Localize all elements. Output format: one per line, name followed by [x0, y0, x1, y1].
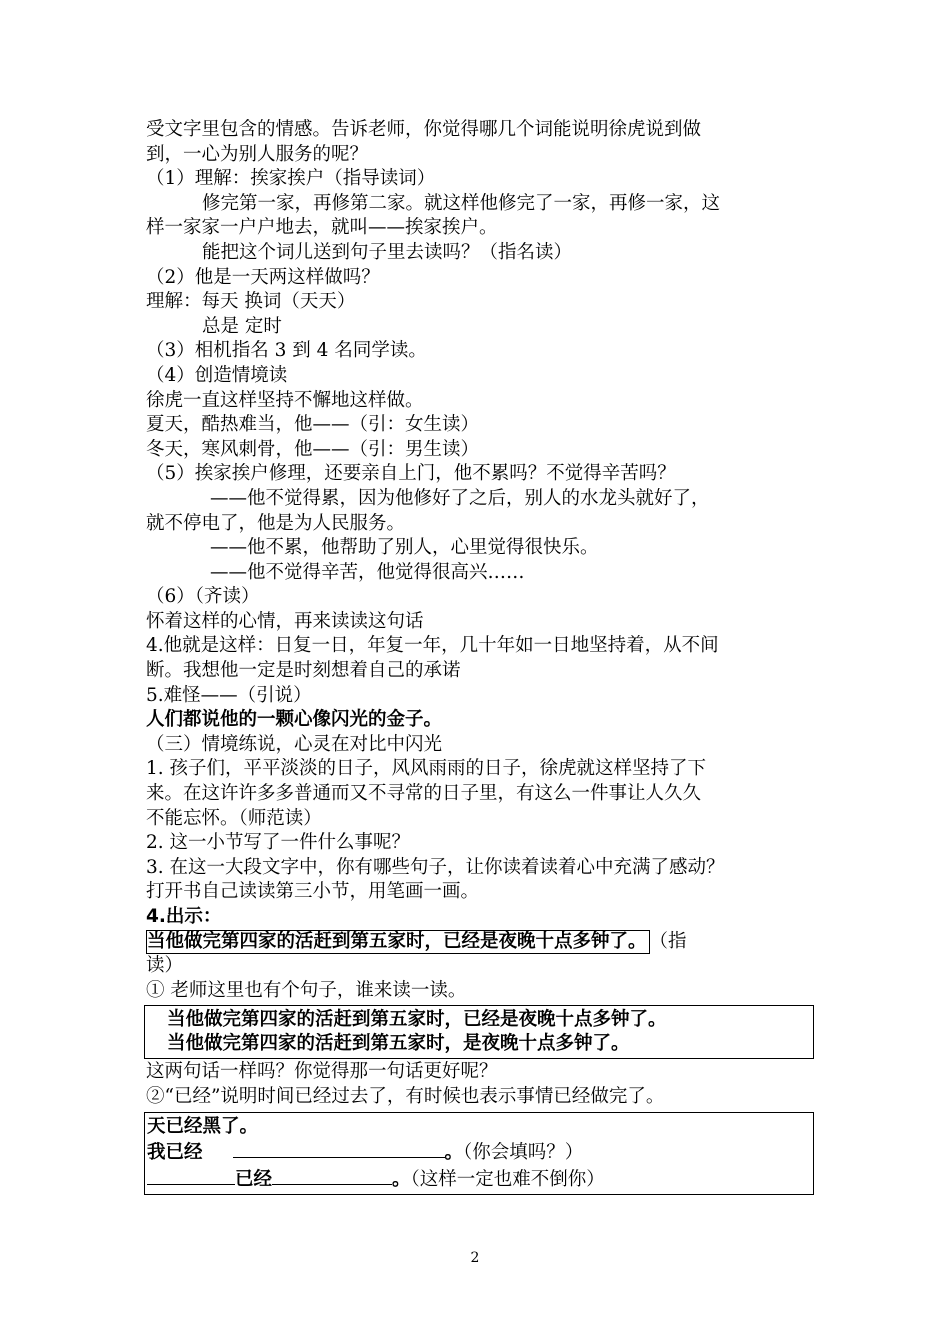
section-heading: （三）情境练说，心灵在对比中闪光: [146, 733, 443, 755]
text-line: 就不停电了，他是为人民服务。: [146, 512, 406, 534]
text-line: 受文字里包含的情感。告诉老师，你觉得哪几个词能说明徐虎说到做: [146, 119, 702, 140]
text-line: 4.他就是这样：日复一日，年复一年，几十年如一日地坚持着，从不间: [146, 635, 719, 657]
text-line: 1. 孩子们，平平淡淡的日子，风风雨雨的日子，徐虎就这样坚持了下: [146, 758, 707, 780]
text-line: 读）: [146, 955, 184, 977]
text-line: 怀着这样的心情，再来读读这句话: [146, 610, 424, 632]
text-line: 5.难怪——（引说）: [146, 684, 312, 706]
fill-sentence: 天已经黑了。: [147, 1115, 259, 1137]
comparison-sentence: 当他做完第四家的活赶到第五家时，是夜晚十点多钟了。: [167, 1033, 630, 1055]
boxed-sentence: 当他做完第四家的活赶到第五家时，已经是夜晚十点多钟了。: [146, 930, 650, 954]
text-line: 夏天，酷热难当，他——（引：女生读）: [146, 414, 480, 436]
text-line: ②“已经”说明时间已经过去了，有时候也表示事情已经做完了。: [146, 1085, 665, 1107]
text-line: 来。在这许许多多普通而又不寻常的日子里，有这么一件事让人久久: [146, 783, 702, 805]
text-fragment: 。: [392, 1168, 411, 1190]
highlight-sentence: 人们都说他的一颗心像闪光的金子。: [146, 709, 443, 731]
blank-field[interactable]: [147, 1166, 235, 1185]
comparison-sentence: 当他做完第四家的活赶到第五家时，已经是夜晚十点多钟了。: [167, 1009, 667, 1031]
fill-sentence: [147, 1139, 813, 1166]
text-line: （2）他是一天两这样做吗？: [146, 266, 380, 288]
text-line: 2. 这一小节写了一件什么事呢？: [146, 832, 411, 854]
text-line: 打开书自己读读第三小节，用笔画一画。: [146, 881, 480, 903]
boxed-sentence-line: [146, 930, 814, 955]
text-line: 到，一心为别人服务的呢？: [146, 143, 369, 165]
text-line: ——他不觉得辛苦，他觉得很高兴……: [210, 561, 525, 583]
text-line: （1）理解：挨家挨户（指导读词）: [146, 168, 436, 190]
blank-field[interactable]: [233, 1139, 445, 1158]
text-line: 这两句话一样吗？你觉得那一句话更好呢？: [146, 1061, 498, 1083]
text-line: 冬天，寒风刺骨，他——（引：男生读）: [146, 438, 480, 460]
text-line: 4.出示：: [146, 906, 222, 927]
fill-in-box: [144, 1112, 814, 1196]
text-fragment: 。: [444, 1142, 464, 1164]
text-line: 修完第一家，再修第二家。就这样他修完了一家，再修一家，这: [202, 192, 721, 214]
text-line: 样一家家一户户地去，就叫——挨家挨户。: [146, 217, 498, 239]
text-line: 理解：每天 换词（天天）: [146, 291, 356, 313]
text-fragment: 已经: [235, 1168, 273, 1190]
text-line: （3）相机指名 3 到 4 名同学读。: [146, 340, 427, 362]
text-line: 不能忘怀。（师范读）: [146, 807, 322, 829]
text-line: （6）（齐读）: [146, 586, 260, 608]
text-fragment: 我已经: [147, 1142, 203, 1164]
text-fragment: （这样一定也难不倒你）: [410, 1168, 605, 1190]
text-fragment: （你会填吗？）: [463, 1142, 584, 1164]
document-body: [146, 118, 814, 1195]
text-line: （4）创造情境读: [146, 364, 288, 386]
text-line: ① 老师这里也有个句子，谁来读一读。: [146, 979, 467, 1001]
text-line: 断。我想他一定是时刻想着自己的承诺: [146, 660, 461, 682]
text-line: 徐虎一直这样坚持不懈地这样做。: [146, 389, 424, 411]
text-line: （5）挨家挨户修理，还要亲自上门，他不累吗？不觉得辛苦吗？: [146, 463, 676, 485]
page-number: 2: [470, 1250, 480, 1266]
text-line: 能把这个词儿送到句子里去读吗？（指名读）: [202, 241, 573, 263]
text-line: 总是 定时: [202, 315, 282, 337]
text-line: ——他不累，他帮助了别人，心里觉得很快乐。: [210, 537, 599, 559]
blank-field[interactable]: [272, 1166, 392, 1185]
fill-sentence: [147, 1166, 813, 1193]
text-line: 3. 在这一大段文字中，你有哪些句子，让你读着读着心中充满了感动？: [146, 856, 725, 878]
text-fragment: （指: [649, 930, 687, 952]
comparison-box: [144, 1005, 814, 1059]
text-line: ——他不觉得累，因为他修好了之后，别人的水龙头就好了，: [210, 487, 710, 509]
